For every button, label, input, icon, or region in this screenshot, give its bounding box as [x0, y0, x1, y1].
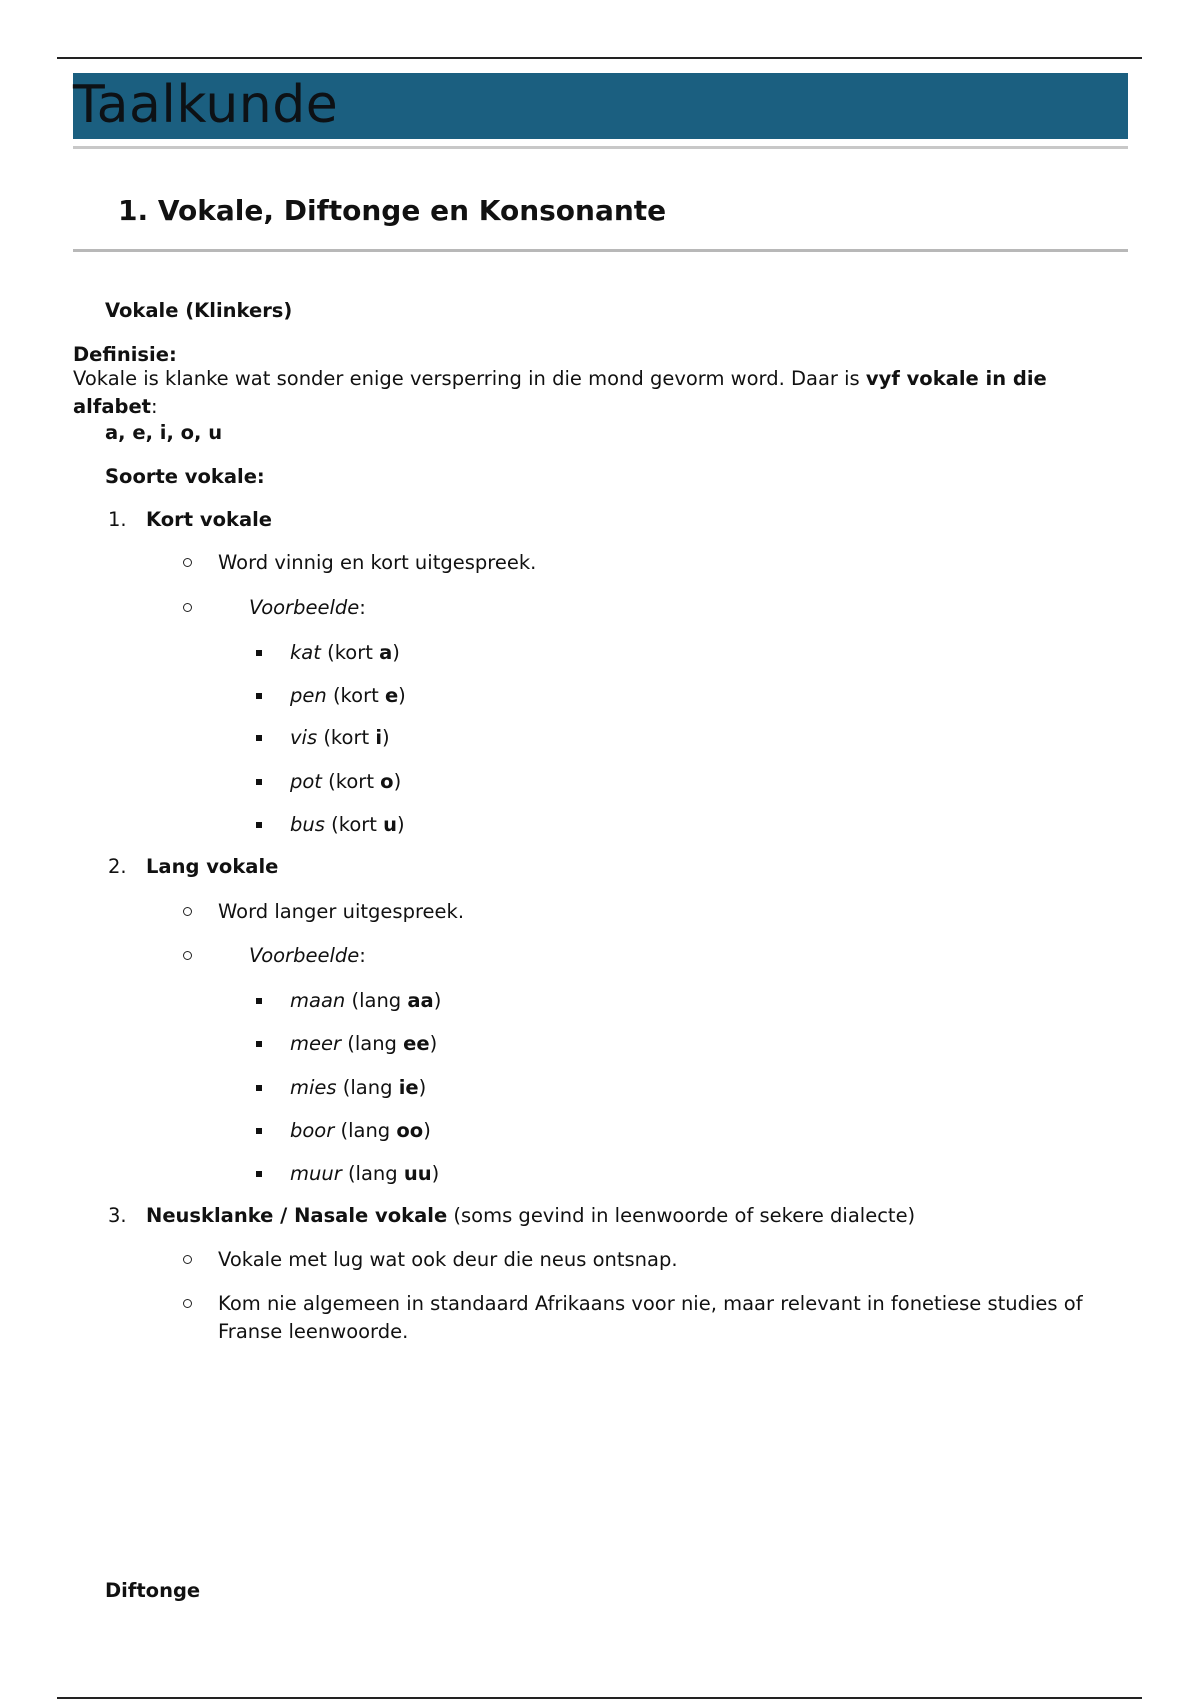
- list-number: 2.: [108, 855, 127, 878]
- example-word: pot: [290, 770, 322, 793]
- example-post: ): [393, 770, 402, 793]
- nasaal-title: Neusklanke / Nasale vokale: [146, 1204, 448, 1227]
- list-item: Word vinnig en kort uitgespreek.: [218, 551, 537, 574]
- example-post: ): [398, 684, 406, 707]
- square-bullet-icon: [256, 693, 262, 699]
- list-item-continuation: Franse leenwoorde.: [218, 1320, 409, 1343]
- example-sound: u: [383, 813, 397, 836]
- example-pre: (kort: [323, 726, 376, 749]
- definition-colon: :: [151, 395, 158, 418]
- type-title-nasaal: [146, 1203, 915, 1229]
- type-title-kort: Kort vokale: [146, 508, 273, 531]
- definition-bold-1: vyf vokale in die: [865, 367, 1047, 390]
- example-post: ): [423, 1119, 431, 1142]
- example-word: kat: [290, 641, 321, 664]
- example-sound: ie: [398, 1076, 419, 1099]
- example-pre: (kort: [331, 813, 384, 836]
- top-rule: [57, 57, 1142, 59]
- example-item: [290, 725, 390, 751]
- example-post: ): [429, 1032, 438, 1055]
- example-pre: (kort: [327, 641, 380, 664]
- square-bullet-icon: [256, 1171, 262, 1177]
- example-sound: ee: [403, 1032, 430, 1055]
- example-pre: (lang: [342, 1076, 399, 1099]
- types-heading: Soorte vokale:: [105, 465, 265, 488]
- example-item: [290, 1118, 431, 1144]
- examples-colon: :: [359, 944, 366, 967]
- example-word: vis: [290, 726, 318, 749]
- example-pre: (lang: [347, 1162, 404, 1185]
- example-item: [290, 1075, 426, 1101]
- example-sound: uu: [403, 1162, 432, 1185]
- definition-label: Definisie:: [73, 343, 177, 366]
- example-post: ): [418, 1076, 427, 1099]
- example-post: ): [433, 989, 442, 1012]
- square-bullet-icon: [256, 1085, 262, 1091]
- section-title: 1. Vokale, Diftonge en Konsonante: [118, 194, 667, 227]
- example-post: ): [431, 1162, 440, 1185]
- example-pre: (lang: [340, 1119, 397, 1142]
- square-bullet-icon: [256, 1041, 262, 1047]
- nasaal-note: (soms gevind in leenwoorde of sekere dialecte): [447, 1204, 916, 1227]
- circle-bullet-icon: [183, 1299, 192, 1308]
- type-title-lang: Lang vokale: [146, 855, 279, 878]
- list-item: Word langer uitgespreek.: [218, 900, 465, 923]
- example-pre: (lang: [351, 989, 408, 1012]
- example-sound: oo: [396, 1119, 424, 1142]
- square-bullet-icon: [256, 1128, 262, 1134]
- example-word: mies: [290, 1076, 337, 1099]
- examples-word: Voorbeelde: [249, 944, 360, 967]
- example-sound: aa: [407, 989, 434, 1012]
- example-item: [290, 683, 406, 709]
- title-banner: [73, 73, 1128, 139]
- example-pre: (lang: [347, 1032, 404, 1055]
- example-item: [290, 1161, 439, 1187]
- square-bullet-icon: [256, 998, 262, 1004]
- square-bullet-icon: [256, 735, 262, 741]
- example-post: ): [397, 813, 405, 836]
- definition-bold-2: alfabet: [73, 395, 151, 418]
- circle-bullet-icon: [183, 951, 192, 960]
- list-item: Vokale met lug wat ook deur die neus ontsnap.: [218, 1248, 678, 1271]
- square-bullet-icon: [256, 822, 262, 828]
- circle-bullet-icon: [183, 1255, 192, 1264]
- bottom-rule: [57, 1697, 1142, 1699]
- example-item: [290, 988, 441, 1014]
- example-item: [290, 1031, 437, 1057]
- example-word: meer: [290, 1032, 342, 1055]
- example-sound: o: [380, 770, 394, 793]
- vowel-list: a, e, i, o, u: [105, 421, 223, 444]
- section-divider: [73, 249, 1128, 252]
- example-word: maan: [290, 989, 346, 1012]
- list-number: 3.: [108, 1204, 127, 1227]
- square-bullet-icon: [256, 650, 262, 656]
- circle-bullet-icon: [183, 603, 192, 612]
- examples-label: [249, 595, 366, 621]
- example-post: ): [382, 726, 390, 749]
- example-sound: a: [379, 641, 393, 664]
- vokale-heading: Vokale (Klinkers): [105, 299, 293, 322]
- square-bullet-icon: [256, 779, 262, 785]
- diftonge-heading: Diftonge: [105, 1579, 201, 1602]
- examples-label: [249, 943, 366, 969]
- example-post: ): [392, 641, 400, 664]
- example-item: [290, 640, 400, 666]
- example-item: [290, 812, 405, 838]
- page-title: Taalkunde: [73, 75, 339, 135]
- example-pre: (kort: [328, 770, 381, 793]
- banner-divider: [73, 146, 1128, 149]
- examples-word: Voorbeelde: [249, 596, 360, 619]
- list-item: Kom nie algemeen in standaard Afrikaans voor nie, maar relevant in fonetiese studies of: [218, 1292, 1083, 1315]
- example-word: bus: [290, 813, 325, 836]
- example-word: boor: [290, 1119, 335, 1142]
- circle-bullet-icon: [183, 558, 192, 567]
- definition-line-2: [73, 394, 158, 420]
- example-item: [290, 769, 401, 795]
- definition-text: Vokale is klanke wat sonder enige versperring in die mond gevorm word. Daar is: [73, 367, 866, 390]
- definition-line-1: [73, 366, 1047, 392]
- example-sound: i: [375, 726, 383, 749]
- example-word: pen: [290, 684, 327, 707]
- circle-bullet-icon: [183, 907, 192, 916]
- list-number: 1.: [108, 508, 127, 531]
- examples-colon: :: [359, 596, 366, 619]
- example-word: muur: [290, 1162, 342, 1185]
- example-pre: (kort: [332, 684, 385, 707]
- example-sound: e: [384, 684, 399, 707]
